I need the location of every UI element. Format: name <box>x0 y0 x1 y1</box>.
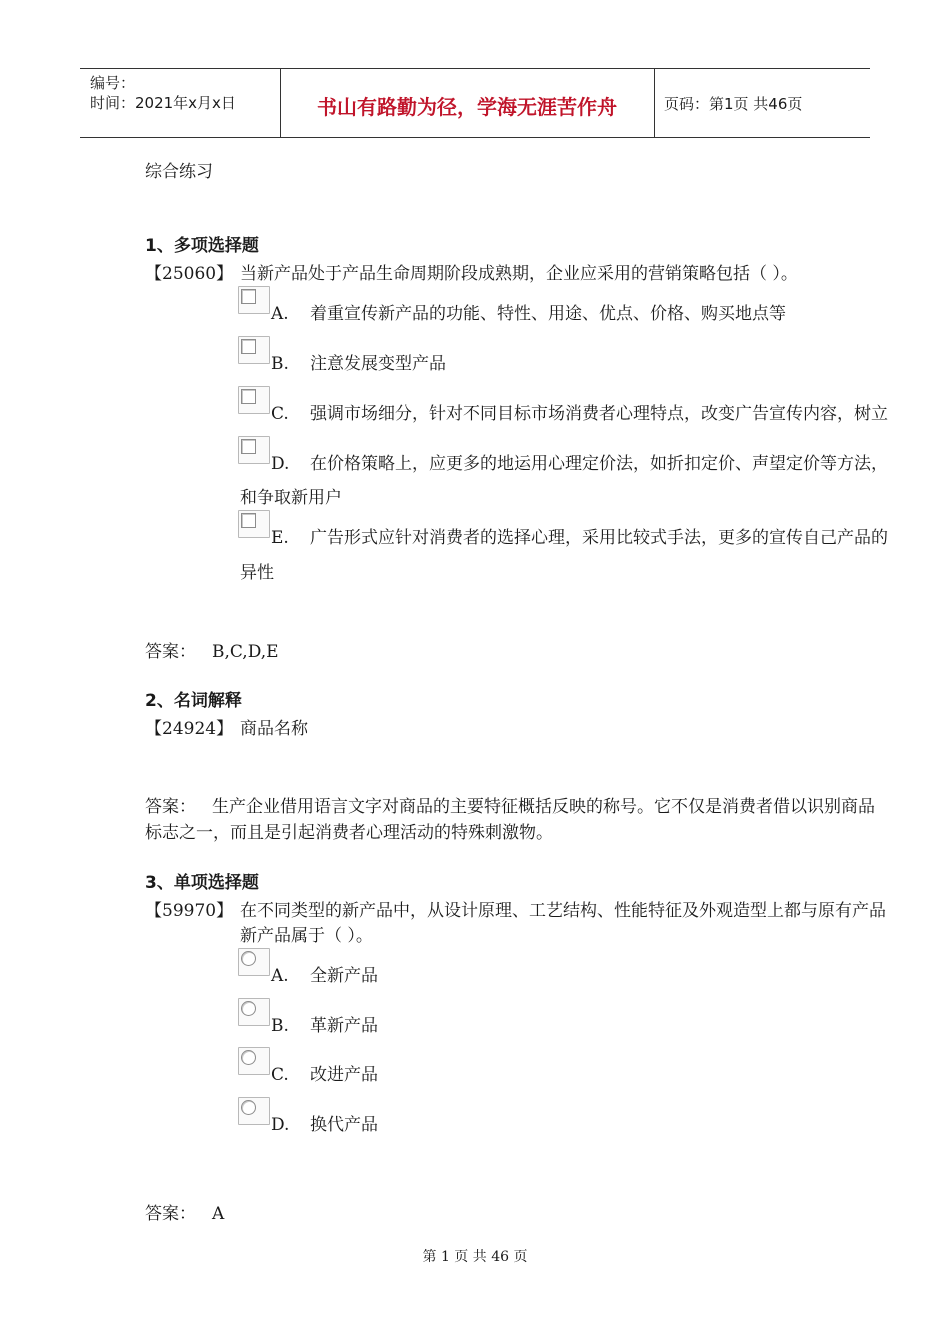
header-page-info: 页码：第1页 共46页 <box>664 95 803 113</box>
q1-option-b-checkbox[interactable] <box>238 336 270 364</box>
header-time-label: 时间：2021年x月x日 <box>90 94 236 112</box>
radio-icon <box>241 1001 256 1016</box>
q1-answer-label: 答案： <box>145 642 196 662</box>
q3-stem-line2: 新产品属于（ ）。 <box>240 926 373 946</box>
q3-option-c-letter: C. <box>271 1065 289 1085</box>
q1-option-d-text: 在价格策略上，应更多的地运用心理定价法，如折扣定价、声望定价等方法， <box>310 454 888 474</box>
q3-option-b-radio[interactable] <box>238 998 270 1026</box>
q3-option-c-radio[interactable] <box>238 1047 270 1075</box>
radio-icon <box>241 951 256 966</box>
q1-option-e-continued: 异性 <box>240 563 274 583</box>
header-meta <box>90 73 236 113</box>
header-number-label: 编号： <box>90 74 136 92</box>
radio-icon <box>241 1100 256 1115</box>
q1-option-a-letter: A. <box>271 304 289 324</box>
q2-stem: 商品名称 <box>240 719 308 739</box>
header-motto: 书山有路勤为径，学海无涯苦作舟 <box>317 95 617 119</box>
q1-option-b-letter: B. <box>271 354 289 374</box>
page-header <box>80 68 870 138</box>
q1-option-a-checkbox[interactable] <box>238 286 270 314</box>
q3-code: 【59970】 <box>145 901 234 921</box>
q1-option-e-checkbox[interactable] <box>238 510 270 538</box>
q1-option-b-text: 注意发展变型产品 <box>310 354 446 374</box>
header-divider <box>654 69 655 137</box>
q1-option-e-text: 广告形式应针对消费者的选择心理，采用比较式手法，更多的宣传自己产品的 <box>310 528 888 548</box>
q3-option-c-text: 改进产品 <box>310 1065 378 1085</box>
q1-option-e-letter: E. <box>271 528 289 548</box>
q1-option-c-checkbox[interactable] <box>238 386 270 414</box>
q2-answer-line2: 标志之一，而且是引起消费者心理活动的特殊刺激物。 <box>145 823 553 843</box>
checkbox-icon <box>241 513 256 528</box>
q3-option-b-letter: B. <box>271 1016 289 1036</box>
q1-option-c-text: 强调市场细分，针对不同目标市场消费者心理特点，改变广告宣传内容，树立 <box>310 404 888 424</box>
q3-option-a-radio[interactable] <box>238 948 270 976</box>
q3-option-a-text: 全新产品 <box>310 966 378 986</box>
q3-answer: A <box>212 1204 225 1224</box>
q1-section-title: 1、多项选择题 <box>145 236 259 256</box>
q2-code: 【24924】 <box>145 719 234 739</box>
q2-answer-line1: 生产企业借用语言文字对商品的主要特征概括反映的称号。它不仅是消费者借以识别商品 <box>212 797 875 817</box>
q1-option-d-letter: D. <box>271 454 290 474</box>
checkbox-icon <box>241 339 256 354</box>
q3-stem-line1: 在不同类型的新产品中，从设计原理、工艺结构、性能特征及外观造型上都与原有产品 <box>240 901 886 921</box>
q1-option-c-letter: C. <box>271 404 289 424</box>
q3-option-d-letter: D. <box>271 1115 290 1135</box>
page-footer: 第 1 页 共 46 页 <box>422 1249 528 1265</box>
q1-option-a-text: 着重宣传新产品的功能、特性、用途、优点、价格、购买地点等 <box>310 304 786 324</box>
radio-icon <box>241 1050 256 1065</box>
q3-option-d-radio[interactable] <box>238 1097 270 1125</box>
q1-option-d-checkbox[interactable] <box>238 436 270 464</box>
doc-title: 综合练习 <box>145 162 213 182</box>
q3-option-b-text: 革新产品 <box>310 1016 378 1036</box>
q3-option-d-text: 换代产品 <box>310 1115 378 1135</box>
q2-section-title: 2、名词解释 <box>145 691 242 711</box>
q1-answer: B,C,D,E <box>212 642 279 662</box>
q3-option-a-letter: A. <box>271 966 289 986</box>
checkbox-icon <box>241 289 256 304</box>
checkbox-icon <box>241 389 256 404</box>
checkbox-icon <box>241 439 256 454</box>
q1-option-d-continued: 和争取新用户 <box>240 488 342 508</box>
q2-answer-label: 答案： <box>145 797 196 817</box>
q3-section-title: 3、单项选择题 <box>145 873 259 893</box>
q1-stem: 当新产品处于产品生命周期阶段成熟期，企业应采用的营销策略包括（ ）。 <box>240 264 798 284</box>
q3-answer-label: 答案： <box>145 1204 196 1224</box>
q1-code: 【25060】 <box>145 264 234 284</box>
